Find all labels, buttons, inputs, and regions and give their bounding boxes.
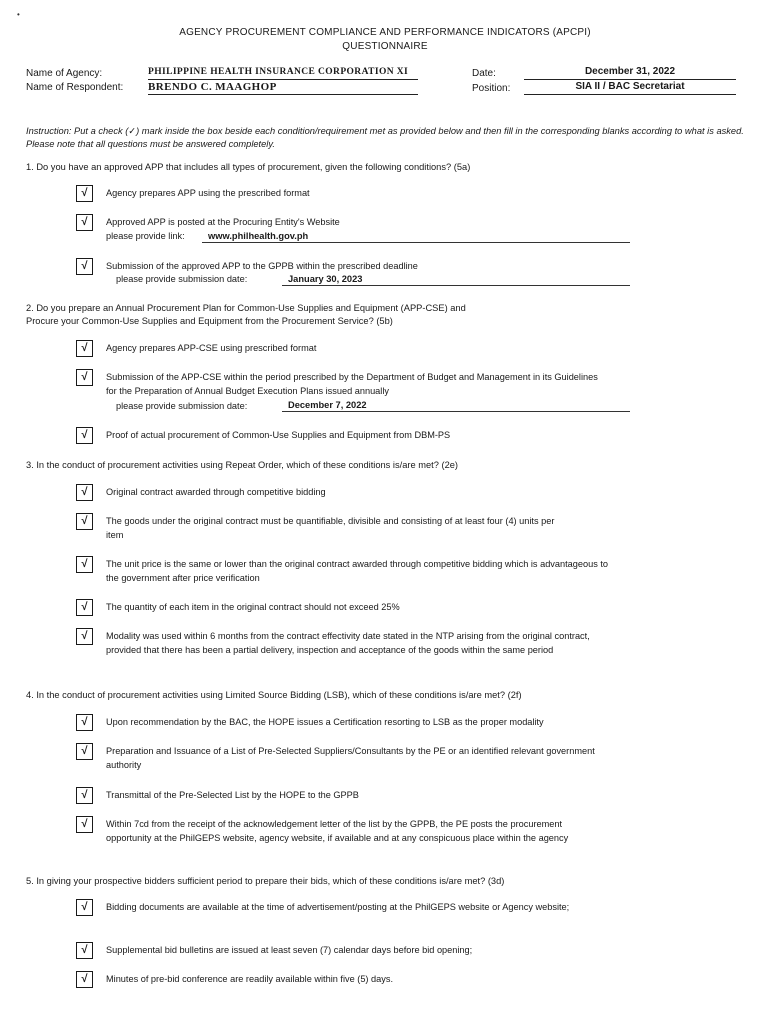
item-text: Original contract awarded through competitive bidding: [106, 487, 326, 497]
checkbox[interactable]: √: [76, 258, 93, 275]
item-text: Submission of the approved APP to the GPPB within the prescribed deadline: [106, 261, 418, 271]
item-text: Upon recommendation by the BAC, the HOPE issues a Certification resorting to LSB as the proper modality: [106, 717, 544, 727]
checkbox[interactable]: √: [76, 714, 93, 731]
item-text: The unit price is the same or lower than the original contract awarded through competitive bidding which is advantageous to the government after price verification: [106, 559, 609, 583]
checkbox[interactable]: √: [76, 599, 93, 616]
question-1: 1. Do you have an approved APP that includes all types of procurement, given the following conditions? (5a): [26, 162, 471, 172]
q1-date-value[interactable]: January 30, 2023: [282, 272, 630, 286]
checkbox[interactable]: √: [76, 743, 93, 760]
checkbox[interactable]: √: [76, 787, 93, 804]
scan-mark: •: [17, 10, 20, 19]
item-text: Proof of actual procurement of Common-Use Supplies and Equipment from DBM-PS: [106, 430, 451, 440]
checkbox[interactable]: √: [76, 816, 93, 833]
item-text: Minutes of pre-bid conference are readily available within five (5) days.: [106, 974, 393, 984]
item-text: Submission of the APP-CSE within the period prescribed by the Department of Budget and Management in its Guidelines for the Preparation of Annual Budget Execution Plans issued annually: [106, 372, 598, 396]
respondent-value: BRENDO C. MAAGHOP: [148, 80, 418, 95]
position-value: SIA II / BAC Secretariat: [524, 80, 736, 95]
checkbox[interactable]: √: [76, 369, 93, 386]
q1-link-value[interactable]: www.philhealth.gov.ph: [202, 229, 630, 243]
q2-date-value[interactable]: December 7, 2022: [282, 398, 630, 412]
q1-date-label: please provide submission date:: [116, 274, 248, 284]
date-label: Date:: [472, 68, 496, 79]
item-text: Modality was used within 6 months from the contract effectivity date stated in the NTP arising from the original contract, provided that there has been a partial delivery, inspection and acceptance of the goods within the same period: [106, 631, 590, 655]
item-text: Preparation and Issuance of a List of Pre-Selected Suppliers/Consultants by the PE or an identified relevant government authority: [106, 746, 595, 770]
question-2-line-1: 2. Do you prepare an Annual Procurement Plan for Common-Use Supplies and Equipment (APP-CSE) and: [26, 303, 466, 313]
checkbox[interactable]: √: [76, 214, 93, 231]
respondent-label: Name of Respondent:: [26, 82, 124, 93]
checkbox[interactable]: √: [76, 899, 93, 916]
checkbox[interactable]: √: [76, 427, 93, 444]
checkbox[interactable]: √: [76, 513, 93, 530]
document-subtitle: QUESTIONNAIRE: [342, 41, 428, 52]
checkbox[interactable]: √: [76, 942, 93, 959]
question-5: 5. In giving your prospective bidders sufficient period to prepare their bids, which of these conditions is/are met? (3d): [26, 876, 505, 886]
checkbox[interactable]: √: [76, 628, 93, 645]
agency-label: Name of Agency:: [26, 68, 103, 79]
item-text: Agency prepares APP using the prescribed format: [106, 188, 310, 198]
question-4: 4. In the conduct of procurement activities using Limited Source Bidding (LSB), which of these conditions is/are met? (2f): [26, 690, 522, 700]
document-title: AGENCY PROCUREMENT COMPLIANCE AND PERFORMANCE INDICATORS (APCPI): [179, 27, 591, 38]
checkbox[interactable]: √: [76, 185, 93, 202]
checkbox[interactable]: √: [76, 556, 93, 573]
item-text: Bidding documents are available at the time of advertisement/posting at the PhilGEPS website or Agency website;: [106, 902, 570, 912]
agency-value: PHILIPPINE HEALTH INSURANCE CORPORATION XI: [148, 65, 418, 80]
item-text: Agency prepares APP-CSE using prescribed format: [106, 343, 317, 353]
q2-date-label: please provide submission date:: [116, 401, 248, 411]
q1-link-label: please provide link:: [106, 231, 185, 241]
checkbox[interactable]: √: [76, 971, 93, 988]
question-2-line-2: Procure your Common-Use Supplies and Equipment from the Procurement Service? (5b): [26, 316, 393, 326]
item-text: The goods under the original contract must be quantifiable, divisible and consisting of at least four (4) units per item: [106, 516, 555, 540]
date-value: December 31, 2022: [524, 65, 736, 80]
checkbox[interactable]: √: [76, 340, 93, 357]
item-text: Approved APP is posted at the Procuring Entity's Website: [106, 217, 340, 227]
instruction-text: Instruction: Put a check (✓) mark inside the box beside each condition/requirement met as provided below and then fill in the corresponding blanks according to what is asked. Please note that all questions must be answered completely.: [26, 126, 744, 149]
checkbox[interactable]: √: [76, 484, 93, 501]
position-label: Position:: [472, 83, 511, 94]
item-text: The quantity of each item in the original contract should not exceed 25%: [106, 602, 400, 612]
item-text: Transmittal of the Pre-Selected List by the HOPE to the GPPB: [106, 790, 359, 800]
item-text: Within 7cd from the receipt of the acknowledgement letter of the list by the GPPB, the PE posts the procurement opportunity at the PhilGEPS website, agency website, if available and at any conspicuous place within the agency: [106, 819, 569, 843]
item-text: Supplemental bid bulletins are issued at least seven (7) calendar days before bid opening;: [106, 945, 473, 955]
question-3: 3. In the conduct of procurement activities using Repeat Order, which of these conditions is/are met? (2e): [26, 460, 459, 470]
